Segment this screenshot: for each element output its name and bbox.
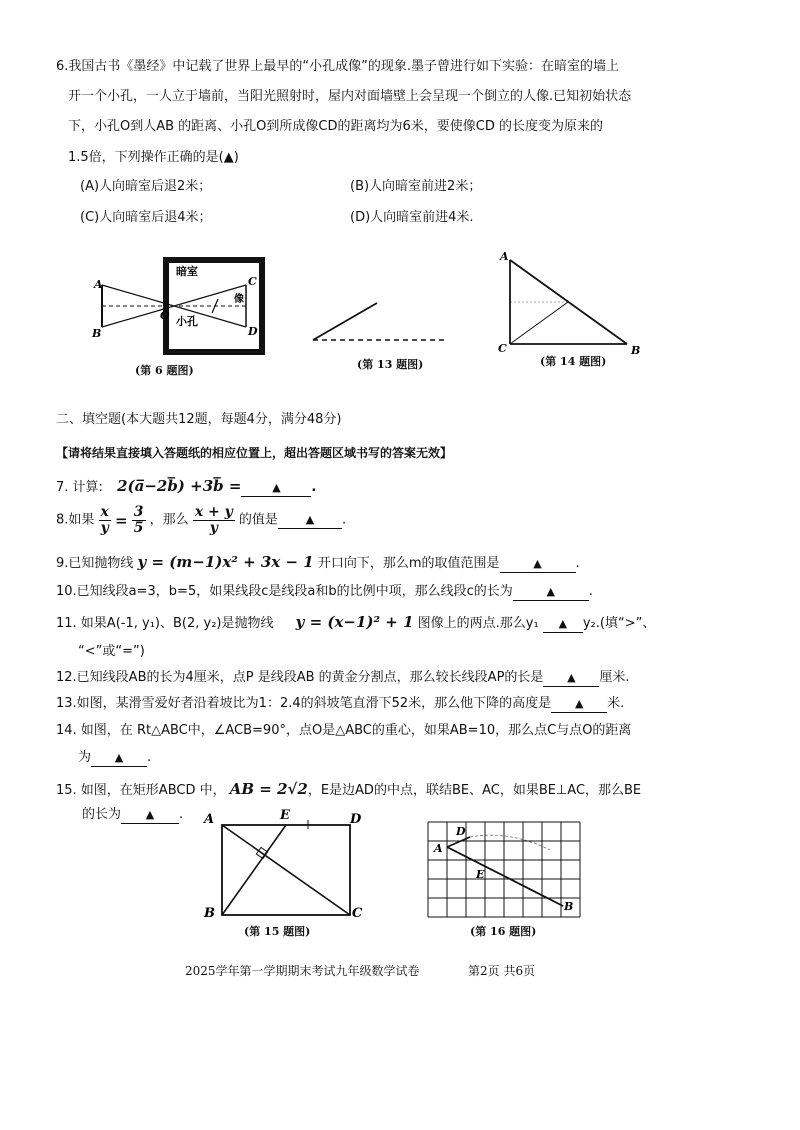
figure-6: [88, 255, 278, 370]
q11-line1: [56, 613, 655, 633]
q14-line2: 为 ▲ .: [78, 750, 152, 765]
fig15-label-e: E: [280, 808, 290, 823]
q6-option-a: (A)人向暗室后退2米；: [80, 179, 212, 194]
q9: 9.已知抛物线 y = (m−1)x² + 3x − 1 开口向下，那么m的取值范围是 ▲ .: [56, 553, 580, 571]
fig15-caption: (第 15 题图): [244, 925, 311, 938]
fig6-label-b: B: [92, 327, 102, 340]
q7-expression: 2(a̅−2b̅) +3b̅ =: [117, 477, 242, 495]
q10-answer-blank[interactable]: ▲: [513, 584, 589, 601]
q8-fraction-sum: $\frac{x + y}{y}$: [194, 504, 233, 536]
fig16-label-e: E: [476, 868, 485, 881]
footer-exam-title: 2025学年第一学期期末考试九年级数学试卷: [185, 964, 420, 978]
q7-end: .: [311, 480, 317, 495]
q11-prefix: 11. 如果A(-1, y₁)、B(2, y₂)是抛物线: [56, 616, 274, 631]
section2-heading: 二、填空题(本大题共12题，每题4分，满分48分): [56, 412, 342, 427]
figure-14: [495, 248, 645, 358]
q6-option-c: (C)人向暗室后退4米；: [80, 210, 212, 225]
q7-answer-blank[interactable]: [241, 480, 311, 497]
fig15-label-d: D: [350, 812, 362, 827]
q11-answer-blank[interactable]: ▲: [543, 616, 583, 633]
q12: 12.已知线段AB的长为4厘米，点P 是线段AB 的黄金分割点，那么较长线段AP的长是 ▲ 厘米.: [56, 670, 630, 685]
q11-middle: 图像上的两点.那么y₁: [417, 616, 539, 631]
q7: [56, 477, 316, 497]
fig14-label-b: B: [631, 344, 641, 357]
fig14-label-a: A: [500, 250, 509, 263]
fig15-label-c: C: [352, 906, 363, 921]
q14-answer-blank[interactable]: ▲: [91, 750, 147, 767]
figure-13: [305, 295, 455, 350]
q8-answer-blank[interactable]: ▲: [278, 512, 342, 529]
fig6-label-o: O: [160, 309, 170, 322]
q11-expression: y = (x−1)² + 1: [295, 613, 414, 631]
fig6-image-label: 像: [234, 294, 244, 305]
q8-prefix: 8.如果: [56, 512, 95, 528]
q6-line2: 开一个小孔，一人立于墙前，当阳光照射时，屋内对面墙壁上会呈现一个倒立的人像.已知初始状态: [68, 89, 632, 104]
fig16-caption: (第 16 题图): [470, 925, 537, 938]
q13-answer-blank[interactable]: ▲: [551, 696, 607, 713]
q10-text: 10.已知线段a=3，b=5，如果线段c是线段a和b的比例中项，那么线段c的长为: [56, 584, 513, 599]
q15-prefix: 15. 如图，在矩形ABCD 中，: [56, 783, 226, 798]
q9-answer-blank[interactable]: ▲: [500, 556, 576, 573]
fig16-label-b: B: [564, 900, 574, 913]
figure-16: [420, 820, 590, 920]
fig6-hole-label: 小孔: [176, 315, 198, 328]
fig6-caption: (第 6 题图): [135, 364, 194, 377]
q15-expression: AB = 2√2: [229, 780, 308, 798]
q13-text: 13.如图，某滑雪爱好者沿着坡比为1：2.4的斜坡笔直滑下52米，那么他下降的高度是: [56, 696, 552, 711]
q6-line3: 下，小孔O到人AB 的距离、小孔O到所成像CD的距离均为6米，要使像CD 的长度变为原来的: [68, 119, 603, 134]
figure-15: [200, 805, 380, 925]
q14-line1: 14. 如图，在 Rt△ABC中，∠ACB=90°，点O是△ABC的重心，如果AB=10，那么点C与点O的距离: [56, 723, 632, 738]
fig16-label-d: D: [456, 825, 466, 838]
fig15-label-a: A: [204, 812, 215, 827]
q9-middle: 开口向下，那么m的取值范围是: [317, 556, 500, 571]
fig15-label-b: B: [204, 906, 215, 921]
q7-prefix: 7. 计算:: [56, 480, 103, 495]
fig6-label-c: C: [248, 275, 257, 288]
q8-fraction-xy: $\frac{x}{y}$: [100, 504, 109, 536]
q9-prefix: 9.已知抛物线: [56, 556, 134, 571]
fig6-label-d: D: [248, 325, 258, 338]
q8-fraction-35: $\frac{3}{5}$: [133, 504, 144, 536]
q11-suffix: y₂.(填“>”、: [582, 616, 656, 631]
q15-line1: [56, 780, 641, 800]
q12-text: 12.已知线段AB的长为4厘米，点P 是线段AB 的黄金分割点，那么较长线段AP的长是: [56, 670, 544, 685]
q12-answer-blank[interactable]: ▲: [543, 670, 599, 687]
q8-middle: ，那么: [149, 512, 189, 528]
q15-answer-blank[interactable]: ▲: [121, 807, 179, 824]
fig13-caption: (第 13 题图): [357, 358, 424, 371]
q6-option-d: (D)人向暗室前进4米.: [350, 210, 474, 225]
q13: 13.如图，某滑雪爱好者沿着坡比为1：2.4的斜坡笔直滑下52米，那么他下降的高度是 ▲ 米.: [56, 696, 625, 711]
q9-expression: y = (m−1)x² + 3x − 1: [137, 553, 314, 571]
fig16-label-a: A: [434, 842, 443, 855]
section2-note: 【请将结果直接填入答题纸的相应位置上，超出答题区域书写的答案无效】: [56, 446, 453, 460]
q10: 10.已知线段a=3，b=5，如果线段c是线段a和b的比例中项，那么线段c的长为 ▲ .: [56, 584, 593, 599]
q11-line2: “<”或“=”): [78, 644, 145, 659]
q15-suffix: ，E是边AD的中点，联结BE、AC，如果BE⊥AC，那么BE: [307, 783, 642, 798]
footer-page-number: 第2页 共6页: [468, 964, 536, 978]
q15-line2: 的长为 ▲ .: [82, 807, 184, 822]
q8: 8.如果 $\frac{x}{y}$ = $\frac{3}{5}$ ，那么 $\frac{x + y}{y}$ 的值是 ▲ .: [56, 504, 347, 536]
q6-line4: 1.5倍，下列操作正确的是(▲): [68, 150, 239, 165]
q6-option-b: (B)人向暗室前进2米；: [350, 179, 482, 194]
fig6-label-a: A: [94, 278, 103, 291]
q6-line1: 6.我国古书《墨经》中记载了世界上最早的“小孔成像”的现象.墨子曾进行如下实验：在暗室的墙上: [56, 59, 620, 74]
fig14-caption: (第 14 题图): [540, 355, 607, 368]
q7-marker: ▲: [272, 481, 281, 494]
fig14-label-c: C: [498, 342, 507, 355]
fig6-room-label: 暗室: [176, 265, 198, 278]
q8-suffix: 的值是: [238, 512, 278, 528]
